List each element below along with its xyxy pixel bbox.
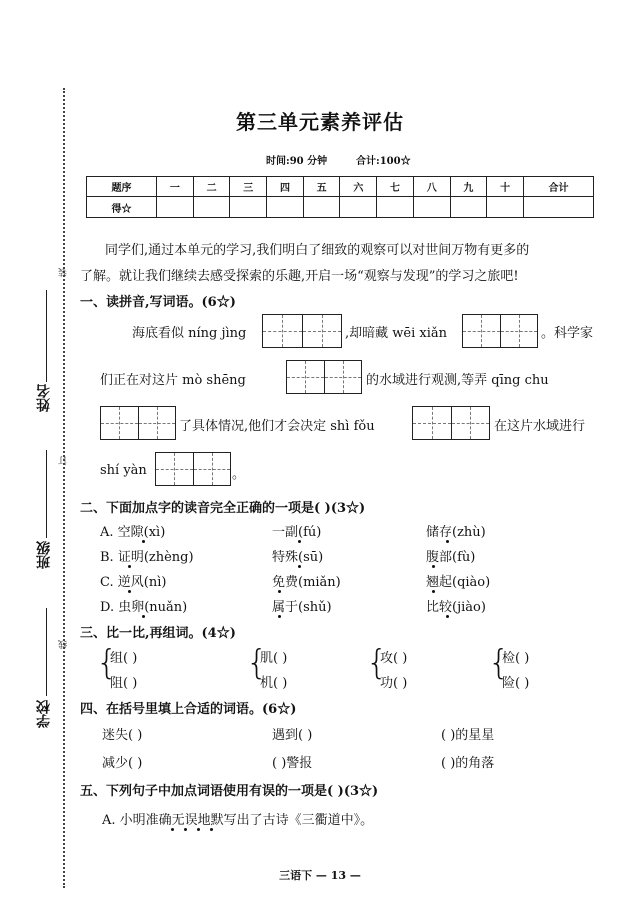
score-col: 十 [487, 177, 524, 197]
score-cell[interactable] [267, 197, 304, 218]
score-table-score-label: 得☆ [87, 197, 157, 218]
time-info: 时间:90 分钟 [266, 156, 328, 167]
q2-option: 储存(zhù) [426, 525, 486, 540]
q4-item: ( )的角落 [441, 756, 495, 771]
q1-text: shí yàn [100, 463, 147, 478]
q3-item: 组( ) [110, 651, 138, 666]
q1-text: 。科学家 [541, 326, 594, 341]
q4-item: 迷失( ) [102, 728, 143, 743]
emphasis-dot [184, 828, 187, 831]
q2-option: 免费(miǎn) [272, 575, 341, 590]
score-table-row-label: 题序 [87, 177, 157, 197]
q3-item: 攻( ) [380, 651, 408, 666]
score-col: 一 [157, 177, 194, 197]
score-col: 九 [450, 177, 487, 197]
score-col: 八 [413, 177, 450, 197]
brace: { [246, 643, 268, 683]
emphasis-dot [432, 590, 435, 593]
score-col: 五 [303, 177, 340, 197]
score-col-total: 合计 [523, 177, 593, 197]
class-label: 班级 [36, 541, 52, 569]
brace: { [488, 643, 510, 683]
q4-heading: 四、在括号里填上合适的词语。(6☆) [80, 702, 297, 717]
emphasis-dot [278, 615, 281, 618]
score-cell[interactable] [450, 197, 487, 218]
total-info: 合计:100☆ [356, 156, 411, 167]
score-col: 七 [377, 177, 414, 197]
q1-text: 的水域进行观测,等弄 qīng chu [366, 373, 549, 388]
score-col: 四 [267, 177, 304, 197]
name-underline [46, 290, 47, 382]
q2-option: D. 虫卵(nuǎn) [100, 600, 188, 615]
emphasis-dot [142, 540, 145, 543]
emphasis-dot [298, 565, 301, 568]
score-table-score-row [87, 197, 594, 218]
q1-text: 在这片水域进行 [494, 419, 586, 434]
score-cell[interactable] [230, 197, 267, 218]
writing-grid[interactable] [262, 314, 342, 348]
brace: { [96, 643, 118, 683]
score-cell[interactable] [157, 197, 194, 218]
writing-grid[interactable] [462, 314, 538, 348]
page-title: 第三单元素养评估 [236, 110, 404, 134]
q3-item: 阻( ) [110, 676, 138, 691]
emphasis-dot [210, 828, 213, 831]
q1-text: ,却暗藏 wēi xiǎn [345, 326, 447, 341]
q3-item: 肌( ) [260, 651, 288, 666]
q4-item: 减少( ) [102, 756, 143, 771]
binding-mark-3: 线 [59, 640, 69, 649]
q1-text: 们正在对这片 mò shēng [100, 373, 246, 388]
writing-grid[interactable] [100, 406, 176, 440]
score-cell[interactable] [523, 197, 593, 218]
q3-item: 功( ) [380, 676, 408, 691]
emphasis-dot [278, 590, 281, 593]
school-label: 学校 [36, 700, 52, 728]
q2-option: 翘起(qiào) [426, 575, 491, 590]
emphasis-dot [128, 565, 131, 568]
q2-option: 一副(fú) [272, 525, 322, 540]
q4-item: 遇到( ) [272, 728, 313, 743]
emphasis-dot [298, 540, 301, 543]
q1-text: 了具体情况,他们才会决定 shì fǒu [179, 419, 375, 434]
score-col: 二 [193, 177, 230, 197]
emphasis-dot [197, 828, 200, 831]
writing-grid[interactable] [412, 406, 490, 440]
name-label: 姓名 [36, 384, 52, 412]
score-cell[interactable] [413, 197, 450, 218]
emphasis-dot [128, 590, 131, 593]
school-underline [46, 608, 47, 696]
score-cell[interactable] [487, 197, 524, 218]
q2-option: B. 证明(zhèng) [100, 550, 194, 565]
q1-text: 。 [232, 467, 246, 482]
score-col: 六 [340, 177, 377, 197]
q2-option: 比较(jiào) [426, 600, 486, 615]
score-table [86, 176, 594, 218]
emphasis-dot [432, 565, 435, 568]
score-cell[interactable] [340, 197, 377, 218]
q5-option-a: A. 小明准确无误地默写出了古诗《三衢道中》。 [102, 813, 374, 828]
q3-item: 险( ) [502, 676, 530, 691]
q1-heading: 一、读拼音,写词语。(6☆) [80, 295, 236, 310]
q5-heading: 五、下列句子中加点词语使用有误的一项是( )(3☆) [80, 784, 379, 799]
class-underline [46, 450, 47, 538]
score-cell[interactable] [303, 197, 340, 218]
score-col: 三 [230, 177, 267, 197]
writing-grid[interactable] [155, 452, 231, 486]
binding-mark-1: 装 [59, 268, 69, 277]
binding-dotted-line [63, 88, 65, 888]
q2-option: 腹部(fù) [426, 550, 476, 565]
page-footer: 三语下 — 13 — [279, 869, 361, 882]
q2-option: A. 空隙(xì) [100, 525, 166, 540]
intro-line-2: 了解。就让我们继续去感受探索的乐趣,开启一场“观察与发现”的学习之旅吧! [80, 269, 519, 284]
q2-option: C. 逆风(nì) [100, 575, 167, 590]
q3-heading: 三、比一比,再组词。(4☆) [80, 626, 236, 641]
emphasis-dot [171, 828, 174, 831]
writing-grid[interactable] [286, 360, 362, 394]
score-table-header-row [87, 177, 594, 197]
q2-option: 属于(shǔ) [272, 600, 332, 615]
emphasis-dot [446, 615, 449, 618]
brace: { [366, 643, 388, 683]
emphasis-dot [142, 615, 145, 618]
emphasis-dot [446, 540, 449, 543]
intro-line-1: 同学们,通过本单元的学习,我们明白了细致的观察可以对世间万物有更多的 [105, 243, 530, 258]
q2-option: 特殊(sū) [272, 550, 324, 565]
binding-mark-2: 订 [59, 456, 69, 465]
score-cell[interactable] [377, 197, 414, 218]
q2-heading: 二、下面加点字的读音完全正确的一项是( )(3☆) [80, 501, 366, 516]
q4-item: ( )警报 [272, 756, 313, 771]
q1-text: 海底看似 níng jìng [132, 326, 247, 341]
q4-item: ( )的星星 [441, 728, 495, 743]
score-cell[interactable] [193, 197, 230, 218]
q3-item: 机( ) [260, 676, 288, 691]
q3-item: 检( ) [502, 651, 530, 666]
